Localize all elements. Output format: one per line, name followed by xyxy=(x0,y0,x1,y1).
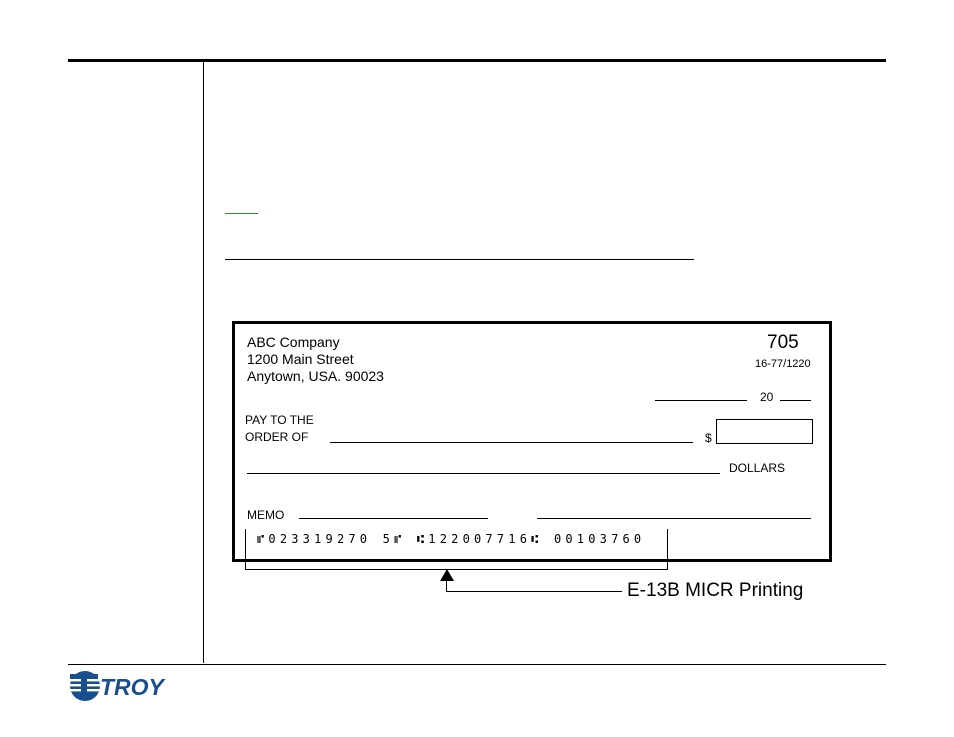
troy-logo xyxy=(68,668,172,704)
micr-line: ⑈023319270 5⑈ ⑆122007716⑆ 00103760 xyxy=(257,532,646,546)
dollars-label: DOLLARS xyxy=(729,461,786,475)
routing-fraction: 16-77/1220 xyxy=(755,358,811,370)
logo-wordmark: TROY xyxy=(100,674,164,700)
link-underline[interactable] xyxy=(225,213,258,214)
bracket-left xyxy=(245,529,246,569)
company-street: 1200 Main Street xyxy=(247,351,354,367)
check-number: 705 xyxy=(767,332,799,353)
payee-line xyxy=(330,442,693,443)
bracket-right xyxy=(667,529,668,569)
side-rule xyxy=(203,62,204,663)
company-city: Anytown, USA. 90023 xyxy=(247,368,384,384)
sample-check xyxy=(232,321,832,562)
written-amount-line xyxy=(247,473,720,474)
pay-to-label-line1: PAY TO THE xyxy=(245,413,314,427)
pay-to-label-line2: ORDER OF xyxy=(245,430,309,444)
signature-line xyxy=(537,518,811,519)
dollar-sign: $ xyxy=(705,431,712,445)
arrow-up-icon xyxy=(440,569,454,581)
amount-box xyxy=(716,419,813,444)
date-line xyxy=(655,400,747,401)
year-line xyxy=(780,400,811,401)
year-prefix: 20 xyxy=(760,390,774,404)
arrow-connector xyxy=(446,591,622,592)
company-name: ABC Company xyxy=(247,334,340,350)
memo-line xyxy=(299,518,488,519)
troy-globe-icon xyxy=(70,671,100,701)
memo-label: MEMO xyxy=(247,508,285,522)
micr-annotation-label: E-13B MICR Printing xyxy=(627,580,804,601)
heading-underline xyxy=(225,259,694,260)
bracket-bottom xyxy=(245,569,668,570)
bottom-rule xyxy=(68,664,886,665)
top-rule xyxy=(68,59,886,62)
